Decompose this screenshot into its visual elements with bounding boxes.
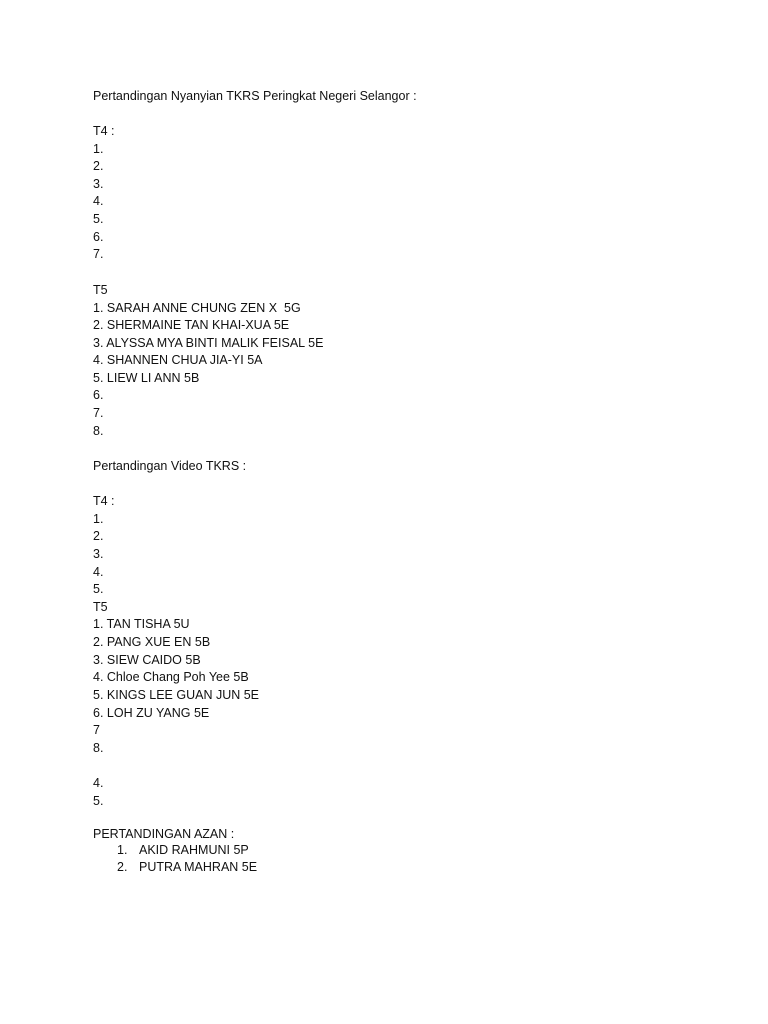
list-item: 4. (93, 565, 104, 579)
list-item-number: 2. (117, 860, 128, 874)
list-item: 4. Chloe Chang Poh Yee 5B (93, 670, 249, 684)
list-item: 8. (93, 424, 104, 438)
section2-t5-label: T5 (93, 600, 108, 614)
list-item-number: 1. (117, 843, 128, 857)
list-item: 8. (93, 741, 104, 755)
section1-t4-label: T4 : (93, 124, 115, 138)
list-item: 4. (93, 776, 104, 790)
list-item: AKID RAHMUNI 5P (139, 843, 249, 857)
list-item: 1. SARAH ANNE CHUNG ZEN X 5G (93, 301, 301, 315)
list-item: 3. ALYSSA MYA BINTI MALIK FEISAL 5E (93, 336, 324, 350)
list-item: 1. (93, 512, 104, 526)
list-item: 4. (93, 194, 104, 208)
list-item: 5. KINGS LEE GUAN JUN 5E (93, 688, 260, 702)
list-item: 6. (93, 230, 104, 244)
list-item: 5. (93, 212, 104, 226)
list-item: 6. LOH ZU YANG 5E (93, 706, 210, 720)
list-item: 4. SHANNEN CHUA JIA-YI 5A (93, 353, 263, 367)
list-item: 7. (93, 406, 104, 420)
list-item: 7. (93, 247, 104, 261)
list-item: 1. (93, 142, 104, 156)
section3-title: PERTANDINGAN AZAN : (93, 827, 235, 841)
list-item: 6. (93, 388, 104, 402)
list-item: 7 (93, 723, 100, 737)
section2-title: Pertandingan Video TKRS : (93, 459, 247, 473)
list-item: 2. (93, 159, 104, 173)
list-item: 5. (93, 582, 104, 596)
list-item: 2. PANG XUE EN 5B (93, 635, 211, 649)
list-item: 5. (93, 794, 104, 808)
list-item: 2. SHERMAINE TAN KHAI-XUA 5E (93, 318, 290, 332)
list-item: 3. (93, 177, 104, 191)
section2-t4-label: T4 : (93, 494, 115, 508)
list-item: 2. (93, 529, 104, 543)
list-item: PUTRA MAHRAN 5E (139, 860, 258, 874)
list-item: 1. TAN TISHA 5U (93, 617, 190, 631)
list-item: 3. (93, 547, 104, 561)
section1-t5-label: T5 (93, 283, 108, 297)
section1-title: Pertandingan Nyanyian TKRS Peringkat Negeri Selangor : (93, 89, 417, 103)
list-item: 5. LIEW LI ANN 5B (93, 371, 200, 385)
list-item: 3. SIEW CAIDO 5B (93, 653, 201, 667)
